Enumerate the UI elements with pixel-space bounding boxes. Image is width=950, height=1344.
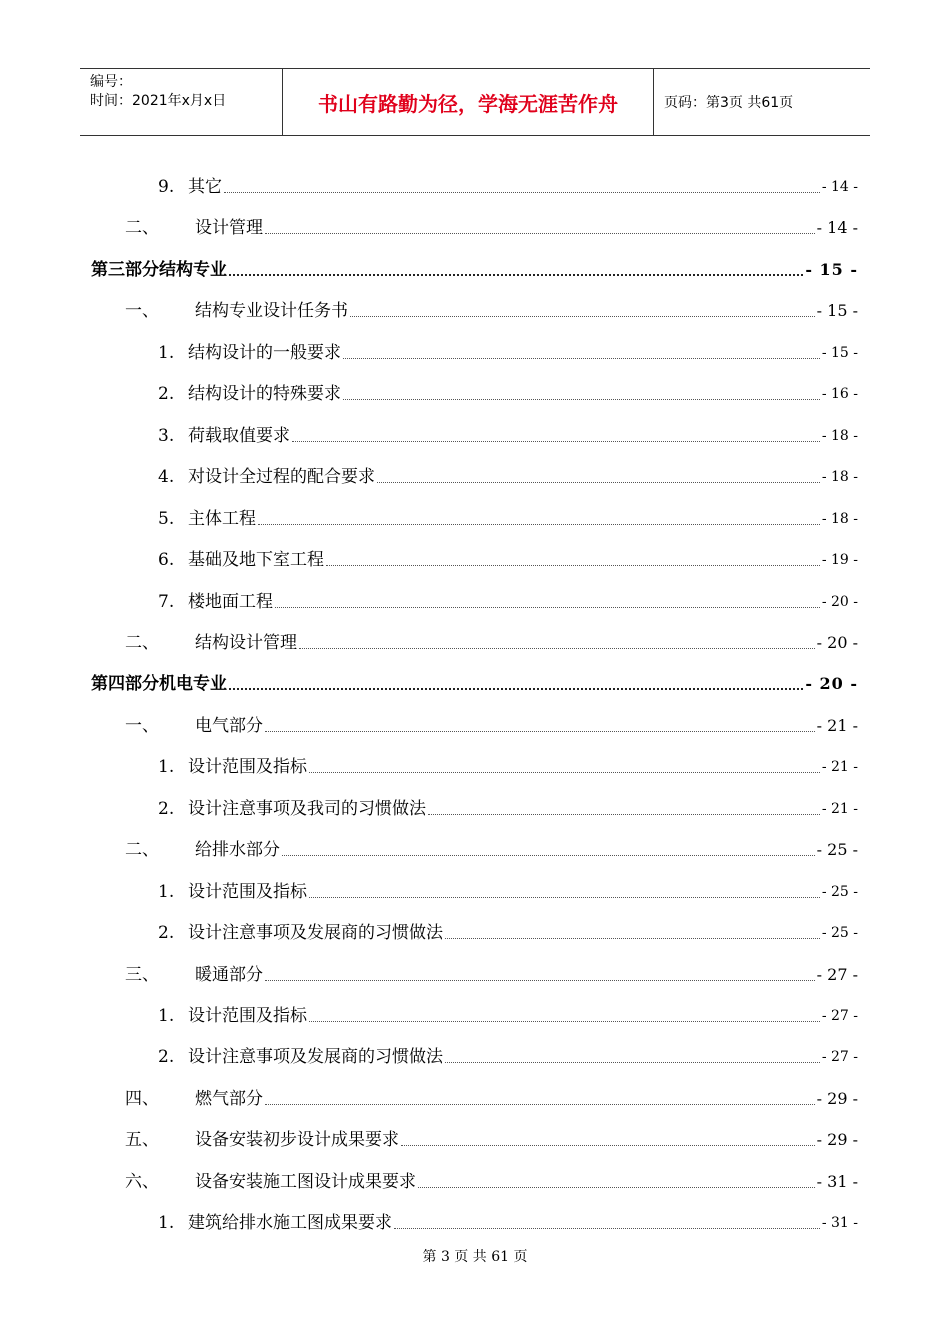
toc-entry-page: - 20 -	[821, 593, 858, 610]
toc-dot-leader	[350, 315, 815, 317]
toc-entry[interactable]	[158, 879, 858, 903]
toc-entry[interactable]	[125, 962, 858, 986]
toc-entry-title: 设计注意事项及发展商的习惯做法	[188, 1047, 443, 1068]
toc-dot-leader	[343, 398, 820, 400]
toc-entry-number: 7.	[158, 591, 175, 612]
toc-entry-number: 3.	[158, 425, 175, 446]
toc-dot-leader	[394, 1227, 820, 1229]
toc-entry-title: 第四部分机电专业	[91, 674, 227, 695]
toc-entry-page: - 21 -	[821, 800, 858, 817]
toc-entry-number: 1.	[158, 757, 175, 778]
toc-entry-page: - 18 -	[821, 469, 858, 486]
toc-dot-leader	[292, 440, 820, 442]
toc-entry[interactable]	[158, 547, 858, 571]
toc-dot-leader	[229, 273, 803, 276]
toc-entry[interactable]	[158, 1044, 858, 1068]
toc-entry-title: 楼地面工程	[188, 591, 273, 612]
toc-entry-title: 设备安装施工图设计成果要求	[195, 1171, 416, 1192]
toc-entry-page: - 15 -	[816, 301, 858, 321]
toc-entry-page: - 27 -	[816, 964, 858, 984]
toc-entry-title: 结构设计的特殊要求	[188, 384, 341, 405]
toc-entry-number: 5.	[158, 508, 175, 529]
toc-entry-page: - 20 -	[805, 674, 858, 694]
toc-dot-leader	[309, 771, 820, 773]
toc-entry-page: - 25 -	[816, 840, 858, 860]
toc-entry[interactable]	[158, 796, 858, 820]
header-page-info: 页码：第3页 共61页	[664, 95, 794, 111]
toc-entry-title: 荷载取值要求	[188, 425, 290, 446]
page-footer: 第 3 页 共 61 页	[422, 1249, 528, 1265]
toc-entry-number: 6.	[158, 550, 175, 571]
toc-entry-title: 主体工程	[188, 508, 256, 529]
toc-entry-title: 设备安装初步设计成果要求	[195, 1130, 399, 1151]
toc-dot-leader	[343, 357, 820, 359]
toc-entry[interactable]	[158, 920, 858, 944]
toc-dot-leader	[326, 564, 820, 566]
toc-entry-number: 五、	[125, 1130, 159, 1151]
toc-entry-number: 1.	[158, 1006, 175, 1026]
toc-entry-page: - 16 -	[821, 386, 858, 403]
toc-entry-number: 2.	[158, 923, 175, 944]
toc-entry-title: 基础及地下室工程	[188, 550, 324, 571]
toc-entry-number: 二、	[125, 218, 159, 239]
toc-dot-leader	[309, 1020, 820, 1022]
toc-entry[interactable]	[125, 713, 858, 737]
toc-entry-title: 燃气部分	[195, 1088, 263, 1109]
toc-entry-page: - 14 -	[821, 179, 858, 195]
toc-entry-number: 1.	[158, 881, 175, 902]
toc-dot-leader	[265, 1103, 815, 1105]
toc-entry-title: 对设计全过程的配合要求	[188, 467, 375, 488]
toc-entry-number: 9.	[158, 177, 175, 197]
toc-entry-page: - 25 -	[821, 883, 858, 900]
toc-dot-leader	[418, 1186, 815, 1188]
toc-entry-title: 给排水部分	[195, 840, 280, 861]
toc-entry-title: 建筑给排水施工图成果要求	[188, 1213, 392, 1234]
toc-entry-title: 暖通部分	[195, 964, 263, 985]
toc-dot-leader	[258, 523, 820, 525]
toc-entry[interactable]	[125, 630, 858, 654]
toc-dot-leader	[229, 687, 803, 690]
toc-dot-leader	[445, 1061, 820, 1063]
toc-entry-title: 设计管理	[195, 218, 263, 239]
toc-entry-number: 二、	[125, 840, 159, 861]
toc-entry-title: 设计范围及指标	[188, 881, 307, 902]
toc-entry-page: - 18 -	[821, 510, 858, 527]
toc-dot-leader	[299, 647, 815, 649]
toc-entry[interactable]	[158, 340, 858, 364]
toc-entry[interactable]	[158, 423, 858, 447]
toc-entry[interactable]	[91, 257, 858, 281]
toc-entry-number: 二、	[125, 632, 159, 653]
toc-entry[interactable]	[158, 506, 858, 530]
toc-entry[interactable]	[125, 1127, 858, 1151]
toc-entry-number: 2.	[158, 1047, 175, 1068]
toc-entry-page: - 14 -	[816, 218, 858, 238]
toc-dot-leader	[428, 813, 820, 815]
toc-entry[interactable]	[158, 1210, 858, 1234]
toc-dot-leader	[265, 979, 815, 981]
toc-entry-page: - 29 -	[816, 1088, 858, 1108]
toc-entry-title: 其它	[188, 177, 222, 197]
toc-dot-leader	[265, 730, 815, 732]
toc-dot-leader	[309, 896, 820, 898]
toc-entry-page: - 31 -	[816, 1171, 858, 1191]
toc-entry-page: - 29 -	[816, 1130, 858, 1150]
toc-entry-title: 设计范围及指标	[188, 1006, 307, 1026]
toc-entry[interactable]	[125, 215, 858, 239]
toc-entry-title: 结构设计管理	[195, 632, 297, 653]
toc-entry-page: - 20 -	[816, 632, 858, 652]
toc-entry-page: - 21 -	[816, 715, 858, 735]
toc-entry[interactable]	[91, 671, 858, 695]
toc-entry[interactable]	[158, 381, 858, 405]
toc-entry-number: 1.	[158, 342, 175, 363]
toc-entry[interactable]	[125, 1169, 858, 1193]
toc-dot-leader	[275, 606, 820, 608]
toc-entry-number: 2.	[158, 798, 175, 819]
toc-entry-page: - 27 -	[821, 1008, 858, 1024]
toc-entry-number: 2.	[158, 384, 175, 405]
toc-entry-number: 一、	[125, 301, 159, 322]
toc-entry-page: - 27 -	[821, 1049, 858, 1066]
toc-entry[interactable]	[125, 837, 858, 861]
header-meta	[80, 69, 282, 135]
toc-entry-page: - 18 -	[821, 427, 858, 444]
toc-entry[interactable]	[158, 1003, 858, 1027]
toc-entry-title: 设计注意事项及发展商的习惯做法	[188, 923, 443, 944]
toc-entry-page: - 15 -	[805, 259, 858, 279]
toc-entry[interactable]	[158, 589, 858, 613]
toc-entry-number: 4.	[158, 467, 175, 488]
toc-dot-leader	[224, 191, 820, 193]
toc-dot-leader	[282, 854, 815, 856]
toc-entry-title: 结构专业设计任务书	[195, 301, 348, 322]
toc-entry-page: - 21 -	[821, 759, 858, 776]
toc-entry-number: 三、	[125, 964, 159, 985]
toc-entry-title: 第三部分结构专业	[91, 259, 227, 280]
toc-entry-title: 电气部分	[195, 715, 263, 736]
toc-entry-number: 四、	[125, 1088, 159, 1109]
toc-dot-leader	[445, 937, 820, 939]
toc-entry[interactable]	[125, 298, 858, 322]
toc-entry[interactable]	[158, 754, 858, 778]
toc-dot-leader	[377, 481, 820, 483]
toc-dot-leader	[265, 232, 815, 234]
toc-entry-page: - 19 -	[821, 552, 858, 569]
toc-entry[interactable]	[158, 464, 858, 488]
toc-entry-page: - 15 -	[821, 344, 858, 361]
toc-entry-number: 六、	[125, 1171, 159, 1192]
header-number-label: 编号：	[90, 74, 132, 90]
toc-entry-title: 结构设计的一般要求	[188, 342, 341, 363]
toc-entry-number: 一、	[125, 715, 159, 736]
toc-entry-page: - 25 -	[821, 925, 858, 942]
toc-entry[interactable]	[125, 1086, 858, 1110]
toc-entry-number: 1.	[158, 1213, 175, 1234]
header-date: 时间：2021年x月x日	[90, 93, 227, 109]
toc-entry-title: 设计范围及指标	[188, 757, 307, 778]
toc-dot-leader	[401, 1144, 815, 1146]
header-motto: 书山有路勤为径，学海无涯苦作舟	[282, 69, 654, 135]
toc-entry-page: - 31 -	[821, 1215, 858, 1232]
toc-entry-title: 设计注意事项及我司的习惯做法	[188, 798, 426, 819]
toc-entry[interactable]	[158, 174, 858, 198]
page-header	[80, 68, 870, 136]
